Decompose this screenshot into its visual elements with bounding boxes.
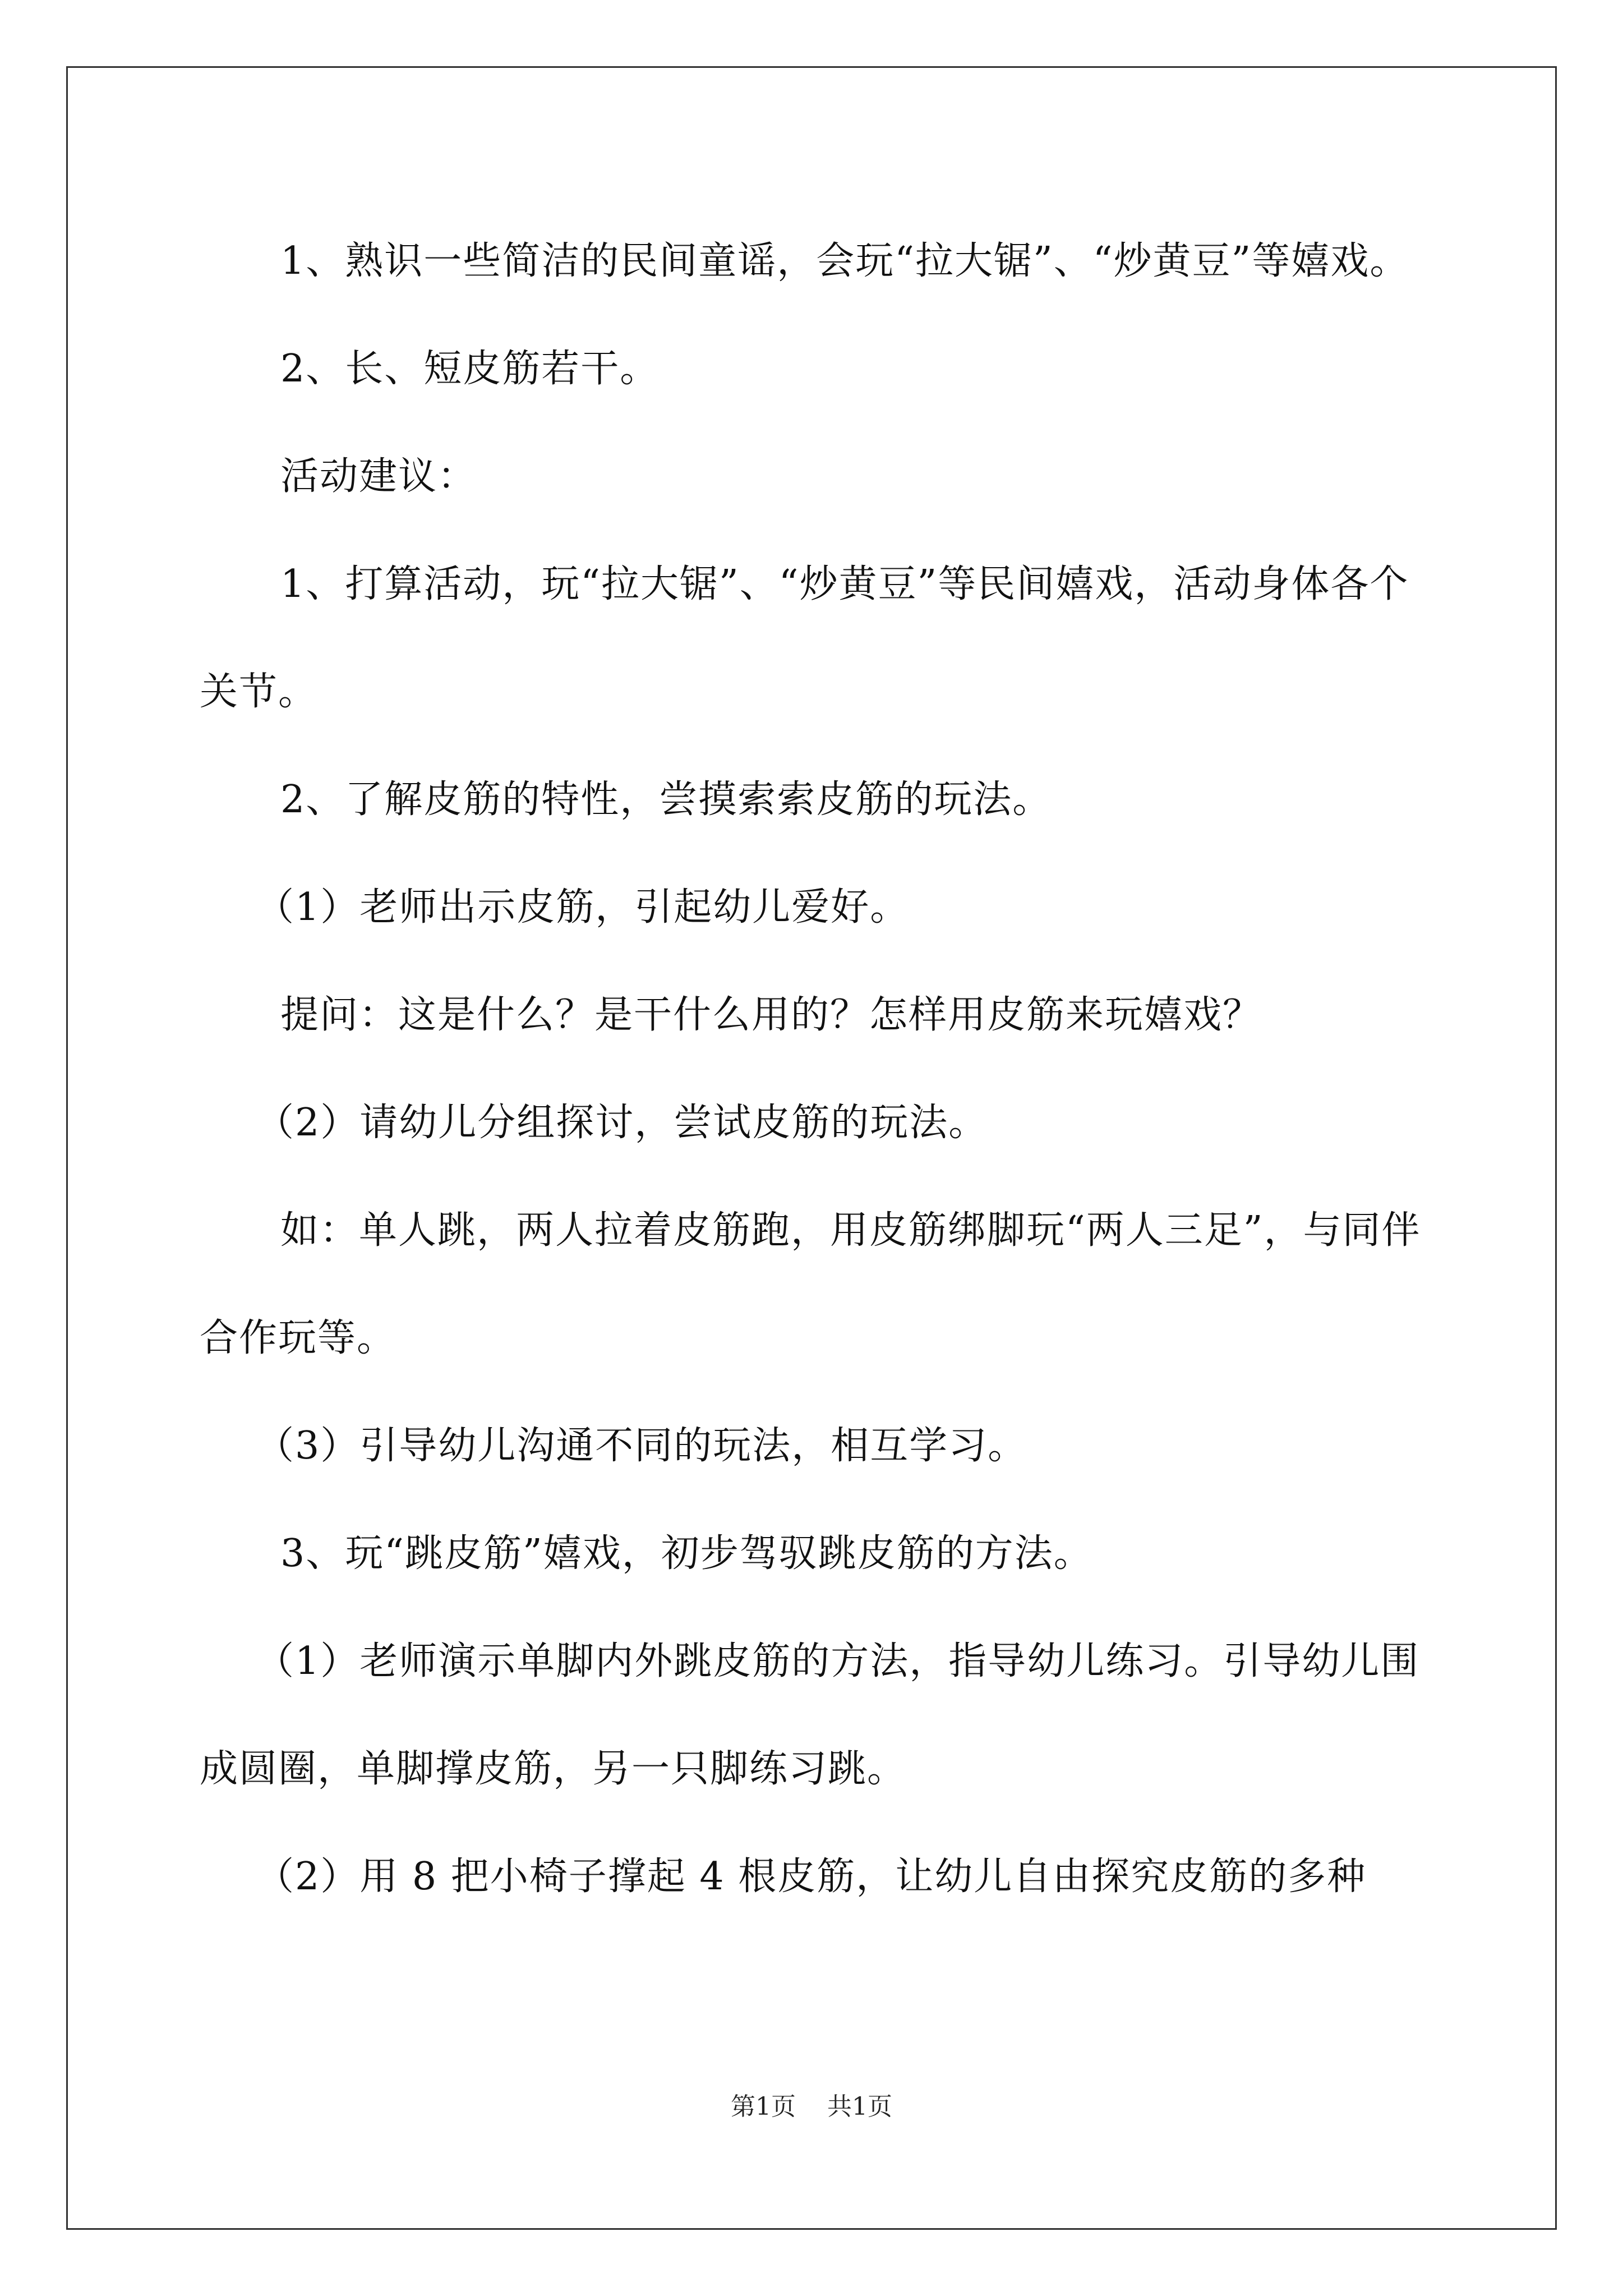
paragraph-2: 2、长、短皮筋若干。 <box>280 347 660 391</box>
paragraph-1: 1、熟识一些简洁的民间童谣，会玩“拉大锯”、“炒黄豆”等嬉戏。 <box>280 239 1409 283</box>
paragraph-4: 1、打算活动，玩“拉大锯”、“炒黄豆”等民间嬉戏，活动身体各个关节。 <box>200 562 1409 714</box>
paragraph-13: （2）用 8 把小椅子撑起 4 根皮筋，让幼儿自由探究皮筋的多种 <box>256 1855 1367 1899</box>
paragraph-7: 提问：这是什么？是干什么用的？怎样用皮筋来玩嬉戏？ <box>280 993 1262 1037</box>
page-footer <box>0 2090 1623 2124</box>
paragraph-6: （1）老师出示皮筋，引起幼儿爱好。 <box>256 885 910 930</box>
paragraph-3: 活动建议： <box>280 454 477 499</box>
paragraph-9: 如：单人跳，两人拉着皮筋跑，用皮筋绑脚玩“两人三足”，与同伴合作玩等。 <box>200 1208 1421 1360</box>
paragraph-8: （2）请幼儿分组探讨，尝试皮筋的玩法。 <box>256 1101 988 1145</box>
paragraph-11: 3、玩“跳皮筋”嬉戏，初步驾驭跳皮筋的方法。 <box>280 1531 1093 1576</box>
page-number-current: 第1页 <box>731 2092 796 2121</box>
page-number-total: 共1页 <box>827 2092 892 2121</box>
document-body <box>200 208 1431 1931</box>
paragraph-12: （1）老师演示单脚内外跳皮筋的方法，指导幼儿练习。引导幼儿围成圆圈，单脚撑皮筋，另一只脚练习跳。 <box>200 1639 1420 1791</box>
paragraph-10: （3）引导幼儿沟通不同的玩法，相互学习。 <box>256 1424 1027 1468</box>
paragraph-5: 2、了解皮筋的特性，尝摸索索皮筋的玩法。 <box>280 777 1052 822</box>
